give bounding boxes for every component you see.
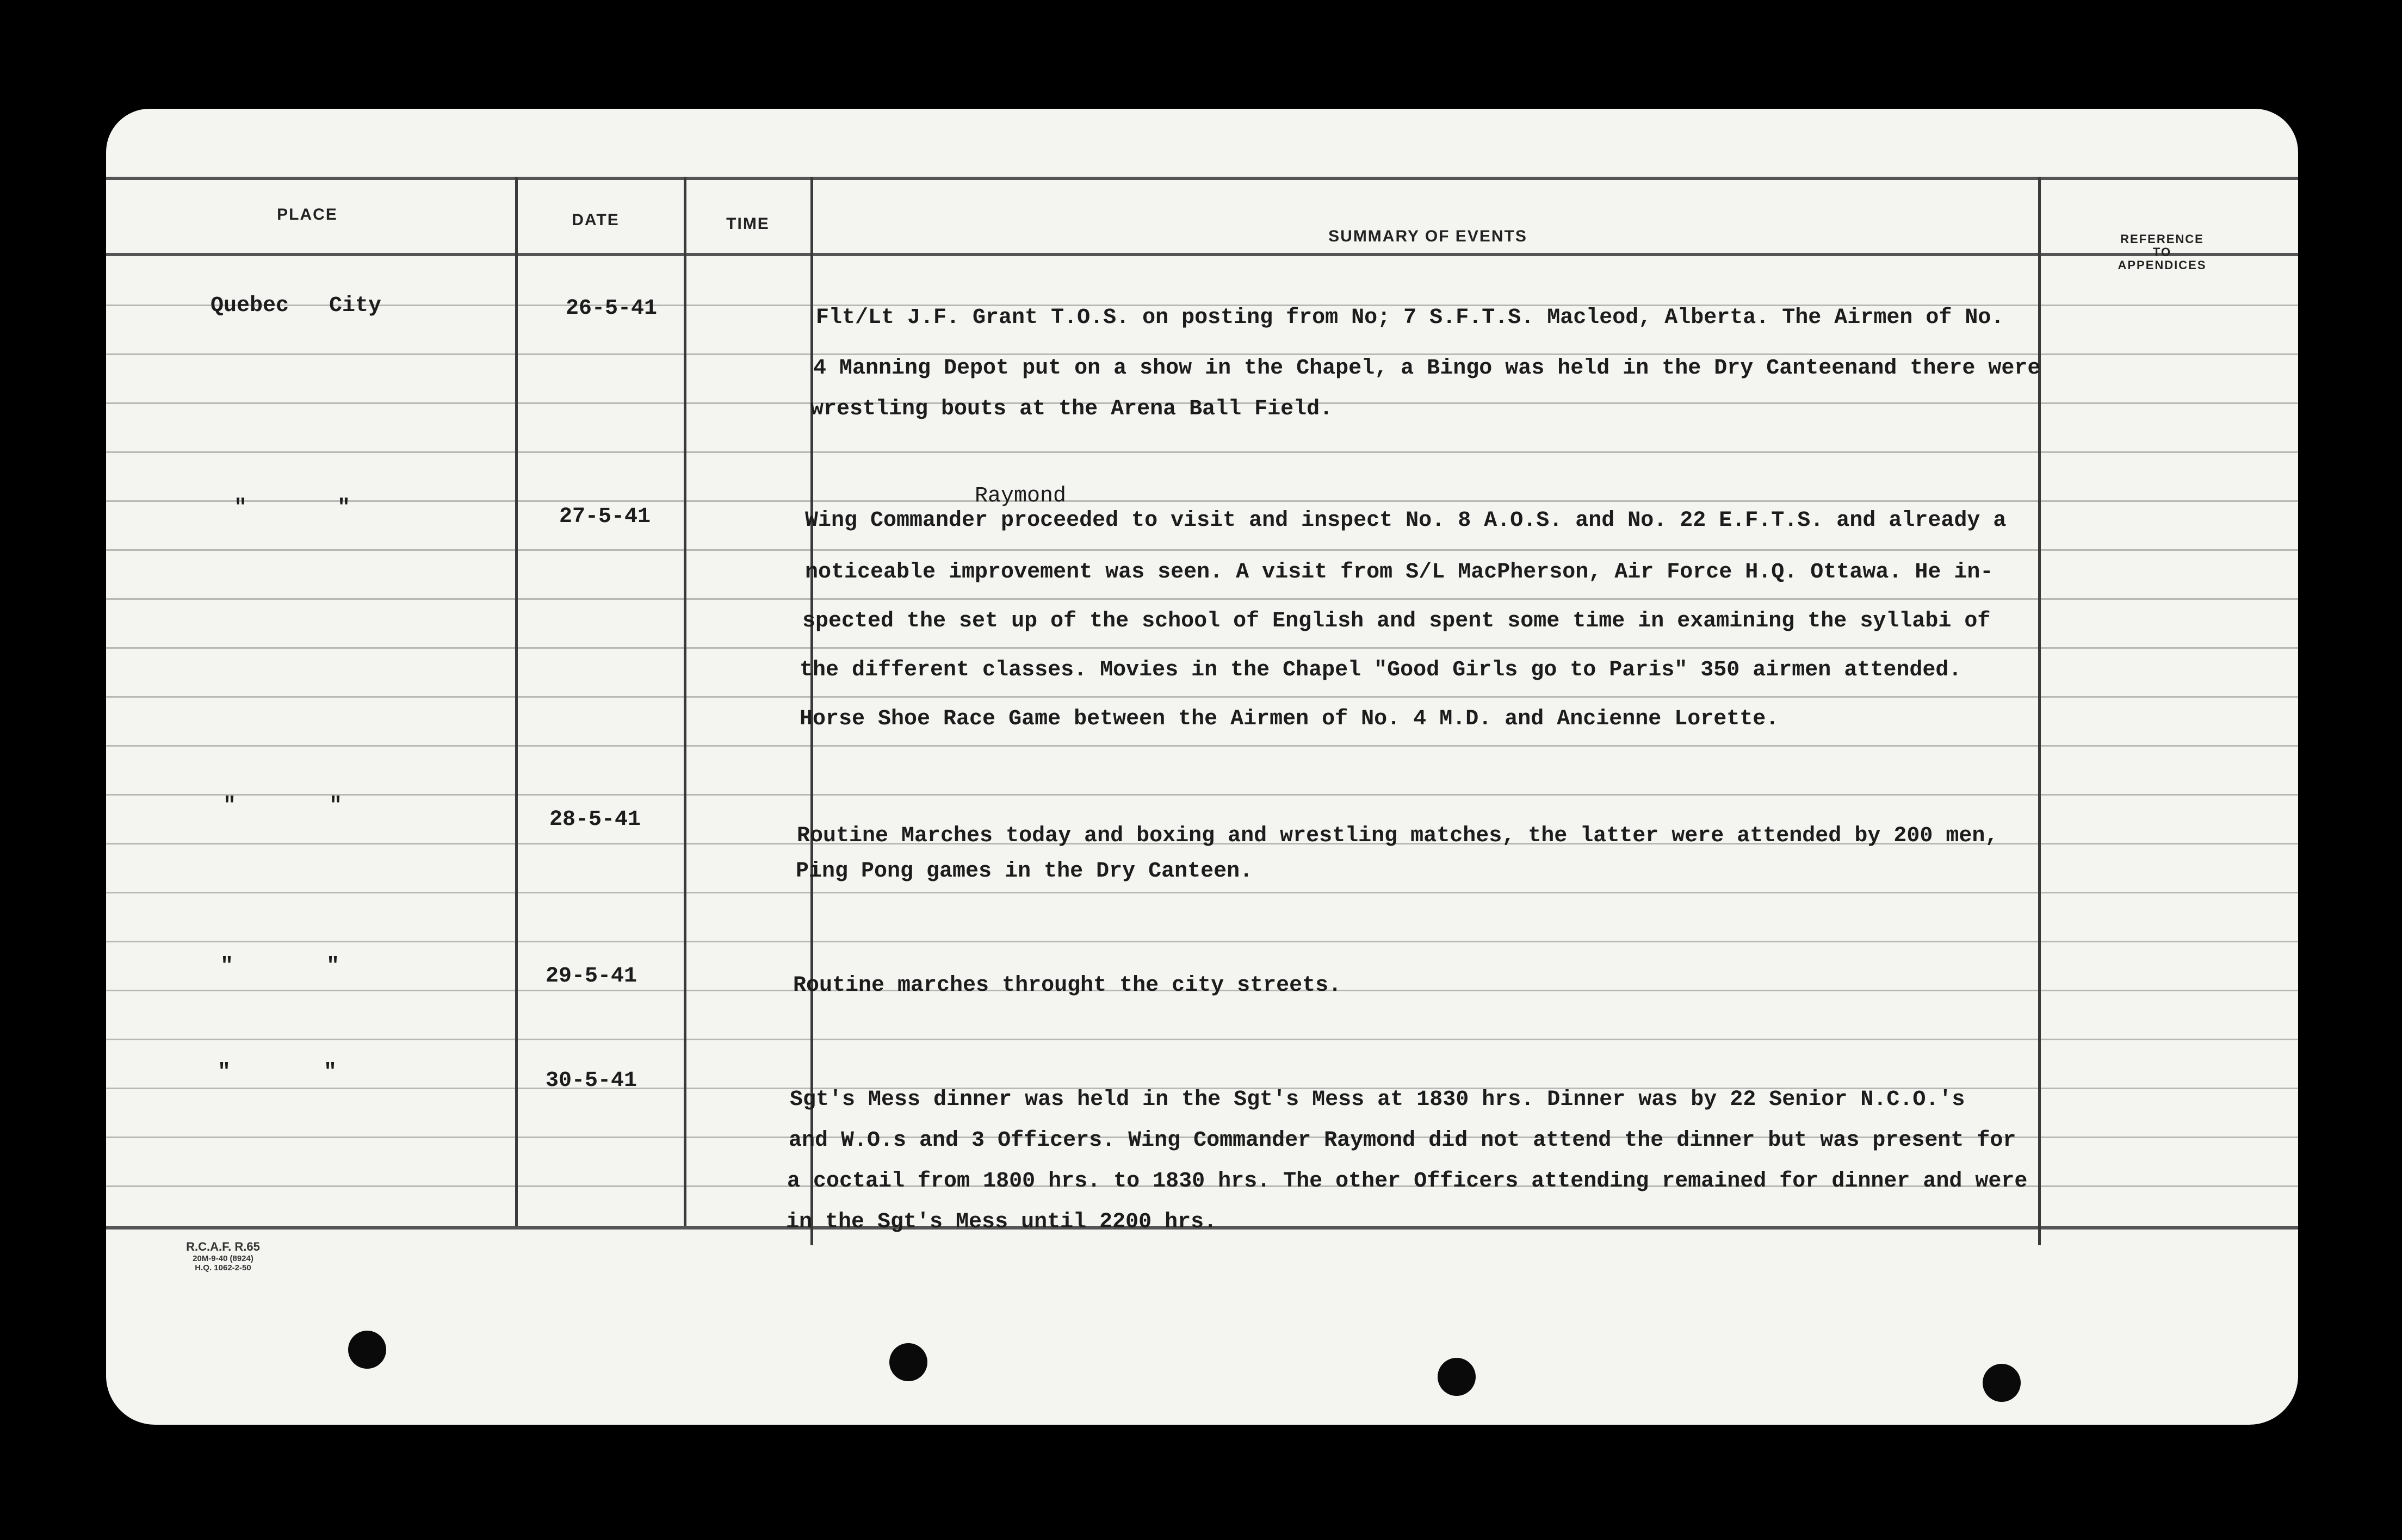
entry-place: City (329, 294, 382, 318)
header-reference-line: APPENDICES (2118, 258, 2207, 272)
form-print-code: 20M-9-40 (8924) (193, 1254, 253, 1263)
entry-date: 28-5-41 (549, 808, 641, 832)
entry-place: " (337, 496, 351, 520)
entry-summary-line: 4 Manning Depot put on a show in the Chapel, a Bingo was held in the Dry Canteenand there were (813, 356, 2041, 381)
entry-summary-line: Flt/Lt J.F. Grant T.O.S. on posting from No; 7 S.F.T.S. Macleod, Alberta. The Airmen of No. (816, 306, 2004, 330)
ruled-line (106, 353, 2298, 355)
header-date: DATE (572, 211, 620, 229)
entry-date: 27-5-41 (559, 505, 651, 529)
ruled-line (106, 451, 2298, 453)
ruled-line (106, 696, 2298, 698)
column-divider-place-date (515, 177, 518, 1226)
entry-place: " (329, 794, 343, 818)
ruled-line (106, 549, 2298, 551)
entry-place: " (234, 496, 247, 520)
binder-hole (348, 1331, 386, 1369)
entry-date: 29-5-41 (546, 964, 637, 989)
entry-place: " (324, 1060, 337, 1085)
entry-summary-line: Wing Commander proceeded to visit and inspect No. 8 A.O.S. and No. 22 E.F.T.S. and already a (805, 508, 2007, 533)
entry-summary-line: spected the set up of the school of English and spent some time in examining the syllabi of (802, 609, 1991, 634)
header-reference-to-appendices (2081, 233, 2244, 272)
entry-place: " (223, 794, 237, 818)
entry-summary-line: Routine Marches today and boxing and wrestling matches, the latter were attended by 200 men, (797, 824, 1998, 848)
header-top-rule (106, 177, 2298, 180)
column-divider-date-time (684, 177, 686, 1226)
entry-summary-line: noticeable improvement was seen. A visit from S/L MacPherson, Air Force H.Q. Ottawa. He in- (805, 560, 1994, 585)
entry-date: 26-5-41 (566, 296, 658, 321)
entry-place: " (326, 954, 340, 979)
entry-summary-line: a coctail from 1800 hrs. to 1830 hrs. The other Officers attending remained for dinner and were (787, 1169, 2028, 1194)
entry-place: Quebec (211, 294, 289, 318)
diary-form-card (106, 109, 2298, 1425)
entry-place: " (218, 1060, 231, 1085)
entry-summary-line: Ping Pong games in the Dry Canteen. (796, 859, 1253, 884)
header-bottom-rule (106, 253, 2298, 256)
entry-insertion: Raymond (975, 484, 1067, 508)
entry-summary-line: Horse Shoe Race Game between the Airmen of No. 4 M.D. and Ancienne Lorette. (800, 707, 1779, 731)
entry-summary-line: and W.O.s and 3 Officers. Wing Commander Raymond did not attend the dinner but was present for (789, 1128, 2016, 1153)
ruled-line (106, 745, 2298, 747)
ruled-line (106, 500, 2298, 502)
header-place: PLACE (277, 206, 338, 223)
column-divider-summary-reference (2038, 177, 2041, 1245)
ruled-line (106, 892, 2298, 893)
header-reference-line: REFERENCE (2120, 232, 2204, 246)
entry-summary-line: in the Sgt's Mess until 2200 hrs. (786, 1210, 1217, 1234)
binder-hole (889, 1343, 927, 1381)
header-summary-of-events: SUMMARY OF EVENTS (1328, 227, 1527, 245)
header-reference-line: TO (2152, 245, 2172, 259)
entry-date: 30-5-41 (546, 1069, 637, 1093)
binder-hole (1983, 1364, 2021, 1402)
entry-place: " (220, 954, 234, 979)
ruled-line (106, 1039, 2298, 1040)
entry-summary-line: Sgt's Mess dinner was held in the Sgt's Mess at 1830 hrs. Dinner was by 22 Senior N.C.O.'s (790, 1088, 1965, 1112)
ruled-line (106, 598, 2298, 600)
ruled-line (106, 794, 2298, 796)
ruled-line (106, 647, 2298, 649)
entry-summary-line: Routine marches throught the city streets. (793, 973, 1342, 998)
entry-summary-line: wrestling bouts at the Arena Ball Field. (810, 397, 1333, 421)
header-time: TIME (726, 215, 770, 233)
form-identification (152, 1240, 294, 1272)
ruled-line (106, 941, 2298, 942)
form-hq-code: H.Q. 1062-2-50 (195, 1263, 251, 1272)
binder-hole (1438, 1358, 1476, 1396)
form-number: R.C.A.F. R.65 (186, 1240, 260, 1253)
entry-summary-line: the different classes. Movies in the Chapel "Good Girls go to Paris" 350 airmen attended. (800, 658, 1962, 682)
